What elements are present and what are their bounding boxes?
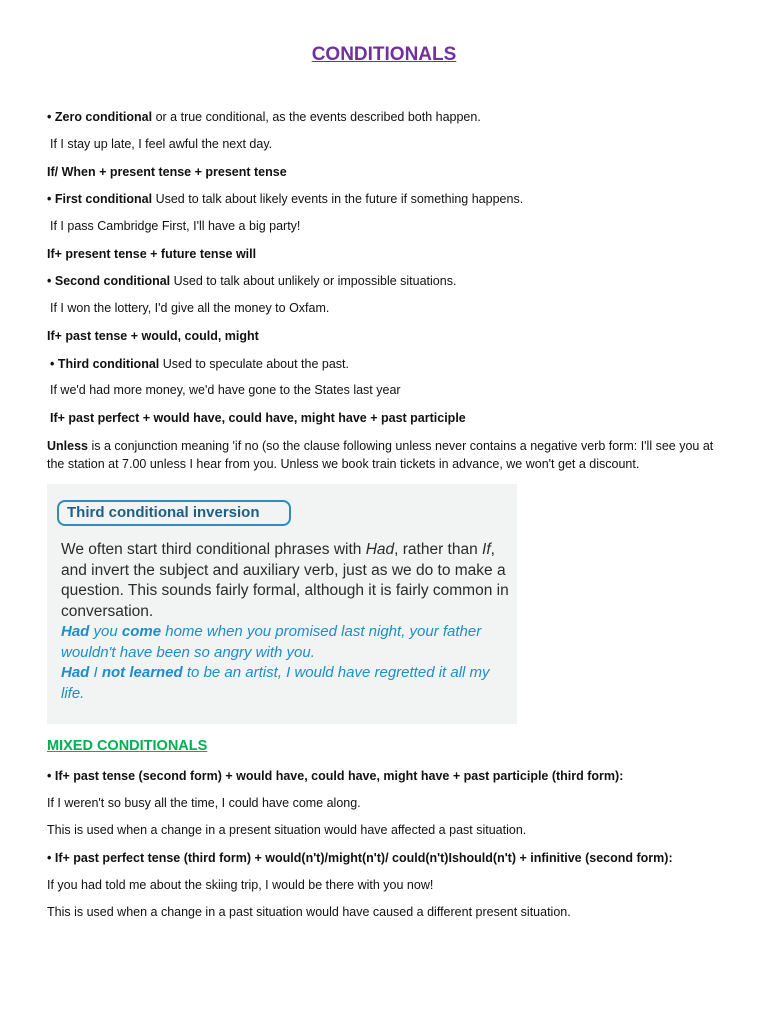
example-text: to be an artist, I would have regretted it all my life. [61, 664, 490, 702]
inversion-example-2 [61, 663, 511, 704]
second-conditional-term: Second conditional [54, 274, 171, 288]
second-conditional-example: If I won the lottery, I'd give all the money to Oxfam. [50, 301, 330, 315]
explanation-text: , and invert the subject and auxiliary verb, just as we do to make a question. This sounds fairly formal, although it is fairly common in conversation. [61, 541, 509, 620]
bullet: • [47, 192, 52, 206]
unless-description: is a conjunction meaning 'if no (so the clause following unless never contains a negative verb form: I'll see you at the station at 7.00 unless I hear from you. Unless we book train tickets in advance, we won't get a discount. [47, 439, 714, 471]
mixed-conditionals-heading: MIXED CONDITIONALS [47, 738, 208, 754]
first-conditional-formula [47, 247, 738, 261]
zero-conditional-example: If I stay up late, I feel awful the next day. [50, 137, 273, 151]
example-text: I [89, 664, 102, 681]
unless-term: Unless [47, 439, 88, 453]
page-title: CONDITIONALS [311, 44, 457, 65]
example-emphasis: Had [61, 623, 90, 640]
explanation-text: , rather than [394, 541, 483, 558]
inversion-box-heading: Third conditional inversion [57, 500, 291, 526]
explanation-if: If [482, 541, 491, 558]
bullet: • [47, 274, 52, 288]
formula-text: If+ present tense + future tense will [47, 247, 257, 261]
formula-text: If+ past tense + would, could, might [47, 329, 259, 343]
mixed-example-2: If you had told me about the skiing trip, I would be there with you now! [47, 878, 434, 892]
first-conditional-definition [47, 192, 738, 206]
inversion-example-1 [61, 622, 511, 663]
example-text: you [89, 623, 122, 640]
mixed-item-1 [47, 769, 738, 783]
first-conditional-description: Used to talk about likely events in the future if something happens. [152, 192, 524, 206]
third-conditional-definition [50, 357, 738, 371]
zero-conditional-term: Zero conditional [54, 110, 153, 124]
first-conditional-example: If I pass Cambridge First, I'll have a big party! [50, 219, 301, 233]
second-conditional-formula [47, 329, 738, 343]
zero-conditional-formula [47, 165, 738, 179]
explanation-text: We often start third conditional phrases with [61, 541, 366, 558]
example-emphasis: come [121, 623, 162, 640]
example-text: home when you promised last night, your father wouldn't have been so angry with you. [61, 623, 482, 661]
example-emphasis: not learned [101, 664, 183, 681]
third-conditional-inversion-box [47, 484, 517, 724]
third-conditional-formula [50, 411, 738, 425]
mixed-item-2-text: • If+ past perfect tense (third form) + would(n't)/might(n't)/ could(n't)Ishould(n't) + infinitive (second form): [47, 851, 673, 865]
second-conditional-definition [47, 274, 738, 288]
bullet: • [47, 110, 52, 124]
explanation-had: Had [365, 541, 395, 558]
first-conditional-term: First conditional [54, 192, 153, 206]
bullet: • [50, 357, 55, 371]
unless-paragraph [47, 437, 730, 473]
example-emphasis: Had [61, 664, 90, 681]
mixed-note-1: This is used when a change in a present situation would have affected a past situation. [47, 823, 527, 837]
inversion-box-explanation [61, 540, 511, 622]
mixed-example-1: If I weren't so busy all the time, I could have come along. [47, 796, 361, 810]
inversion-box-examples [61, 622, 511, 704]
mixed-item-1-text: • If+ past tense (second form) + would have, could have, might have + past participle (third form): [47, 769, 624, 783]
formula-text: If/ When + present tense + present tense [47, 165, 287, 179]
third-conditional-example: If we'd had more money, we'd have gone to the States last year [50, 383, 401, 397]
zero-conditional-definition [47, 110, 738, 124]
zero-conditional-description: or a true conditional, as the events described both happen. [152, 110, 481, 124]
mixed-item-2 [47, 851, 738, 865]
formula-text: If+ past perfect + would have, could have, might have + past participle [50, 411, 466, 425]
mixed-note-2: This is used when a change in a past situation would have caused a different present situation. [47, 905, 571, 919]
third-conditional-description: Used to speculate about the past. [159, 357, 349, 371]
second-conditional-description: Used to talk about unlikely or impossible situations. [170, 274, 457, 288]
third-conditional-term: Third conditional [57, 357, 160, 371]
